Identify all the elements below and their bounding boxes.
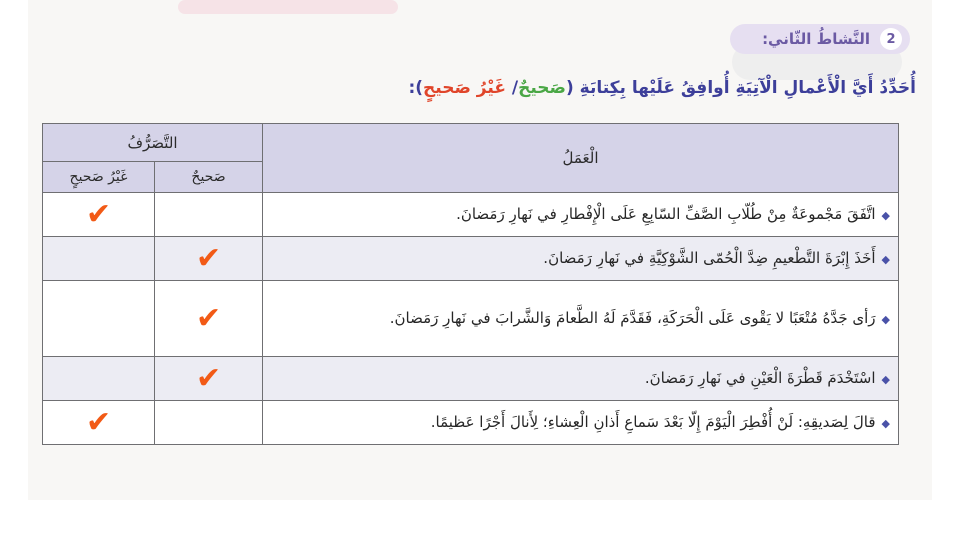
action-cell — [263, 237, 899, 281]
action-cell — [263, 281, 899, 357]
table-row — [43, 281, 899, 357]
wrong-cell — [43, 401, 155, 445]
wrong-cell — [43, 357, 155, 401]
action-text: قالَ لِصَديقِهِ: لَنْ أُفْطِرَ الْيَوْمَ إِلّا بَعْدَ سَماعِ أَذانِ الْعِشاءِ؛ لِأَنالَ أَجْرًا عَظيمًا. — [430, 412, 876, 431]
checkmark-icon: ✔ — [85, 404, 112, 440]
bullet-diamond-icon: ◆ — [881, 312, 891, 326]
action-text: اتَّفَقَ مَجْموعَةٌ مِنْ طُلّابِ الصَّفِّ السّابِعِ عَلَى الْإِفْطارِ في نَهارِ رَمَضانَ. — [456, 204, 876, 223]
bullet-diamond-icon: ◆ — [881, 208, 891, 222]
option-wrong: غَيْرُ صَحيحٍ — [423, 78, 506, 98]
correct-cell — [155, 401, 263, 445]
table-row — [43, 237, 899, 281]
instruction-text — [408, 78, 916, 98]
bullet-diamond-icon: ◆ — [881, 416, 891, 430]
action-text: اسْتَخْدَمَ قَطْرَةَ الْعَيْنِ في نَهارِ رَمَضانَ. — [644, 368, 876, 387]
wrong-cell — [43, 237, 155, 281]
activity-table — [42, 123, 899, 445]
action-text: رَأى جَدَّهُ مُتْعَبًا لا يَقْوى عَلَى الْحَرَكَةِ، فَقَدَّمَ لَهُ الطَّعامَ وَالشَّرابَ في نَهارِ رَمَضانَ. — [389, 308, 876, 327]
checkmark-icon: ✔ — [195, 240, 222, 276]
correct-cell — [155, 281, 263, 357]
header-behavior: التَّصَرُّفُ — [43, 124, 263, 162]
option-correct: صَحيحٌ — [518, 78, 566, 98]
correct-cell — [155, 237, 263, 281]
table-row — [43, 401, 899, 445]
table-row — [43, 357, 899, 401]
activity-title: النَّشاطُ الثّاني: — [762, 30, 870, 48]
wrong-cell — [43, 281, 155, 357]
action-text: أَخَذَ إِبْرَةَ التَّطْعيمِ ضِدَّ الْحُمّى الشَّوْكِيَّةِ في نَهارِ رَمَضانَ. — [543, 248, 876, 267]
action-cell — [263, 357, 899, 401]
wrong-cell — [43, 193, 155, 237]
action-cell — [263, 401, 899, 445]
correct-cell — [155, 357, 263, 401]
instruction-separator: / — [505, 78, 519, 98]
bullet-diamond-icon: ◆ — [881, 252, 891, 266]
checkmark-icon: ✔ — [195, 360, 222, 396]
instruction-closing: ): — [408, 78, 424, 98]
header-wrong: غَيْرُ صَحيحٍ — [43, 162, 155, 193]
correct-cell — [155, 193, 263, 237]
checkmark-icon: ✔ — [195, 300, 222, 336]
table-row — [43, 193, 899, 237]
activity-number: 2 — [880, 28, 902, 50]
activity-header — [730, 24, 910, 54]
instruction-lead: أُحَدِّدُ أَيَّ الْأَعْمالِ الْآتِيَةِ أُوافِقُ عَلَيْها بِكِتابَةِ ( — [565, 78, 916, 98]
bullet-diamond-icon: ◆ — [881, 372, 891, 386]
bleed-through-shape — [178, 0, 398, 14]
header-action: الْعَمَلُ — [263, 124, 899, 193]
action-cell — [263, 193, 899, 237]
checkmark-icon: ✔ — [85, 196, 112, 232]
header-correct: صَحيحٌ — [155, 162, 263, 193]
